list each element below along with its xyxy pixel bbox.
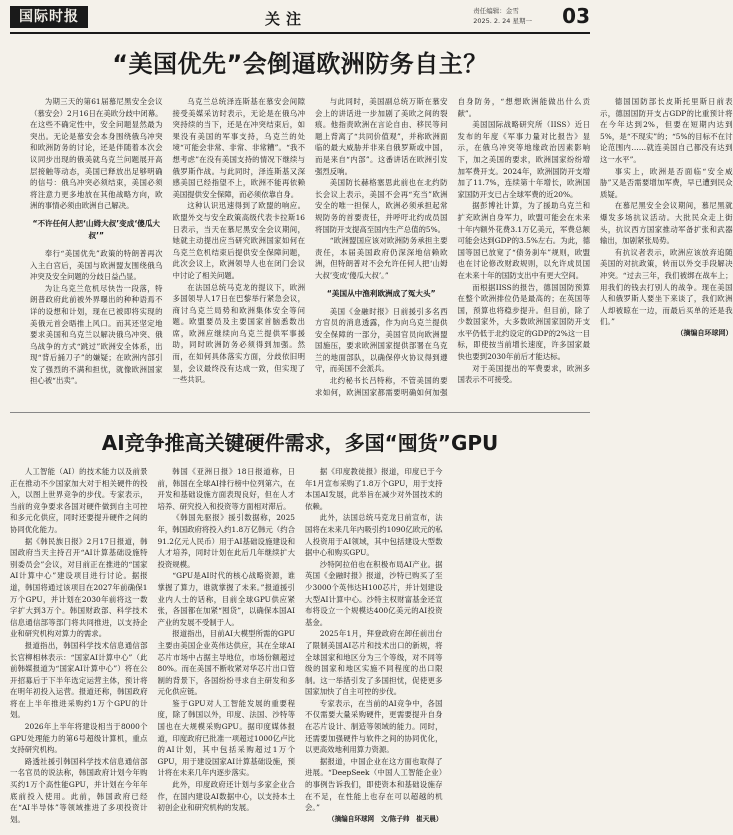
- article2-paragraph: 沙特阿拉伯也在积极布局AI产业。据英国《金融时报》报道，沙特已购买了至少3000个英伟达H100芯片，并计划建设大型AI计算中心。沙特主权财富基金还宣布将设立一个规模达400亿美元的AI投资基金。: [305, 559, 443, 627]
- article1-paragraph: 这种认识迅速得到了欧盟的响应。欧盟外交与安全政策高级代表卡拉斯16日表示，当天在慕尼黑安全会议期间，她就主动提出应当研究欧洲国家如何在乌克兰危机结束后提供安全保障问题，此次会议上，欧洲领导人也在闭门会议中讨论了相关问题。: [172, 201, 305, 280]
- header-rule: [10, 32, 590, 34]
- article2-paragraph: 2025年1月，拜登政府在卸任前出台了限制美国AI芯片和技术出口的新规，将全球国家和地区分为三个等级，对不同等级的国家和地区实施不同程度的出口限制。这一举措引发了多国担忧，促使更多国家加快了自主可控的步伐。: [305, 629, 443, 697]
- article1-paragraph: 据彭博社计算，为了援助乌克兰和扩充欧洲自身军力，欧盟可能会在未来十年内额外花费3.1万亿美元，军费总额可能会达到GDP的3.5%左右。为此，德国等国已放宽了“债务刹车”规则，欧盟也在讨论修改财政规则，以允许成员国在未来十年的国防支出中有更大空间。: [457, 201, 590, 280]
- article2-paragraph: 此外，印度政府还计划与多家企业合作，在国内建设AI数据中心，以支持本土初创企业和研究机构的发展。: [157, 780, 295, 813]
- article2-paragraph: 据《韩民族日报》2月17日报道，韩国政府当天主持召开“AI计算基础设施特别委员会”会议，对目前正在推进的“国家AI计算中心”建设项目进行讨论。据报道，韩国将通过该项目在2027年前确保1万个GPU，并计划在2030年前将这一数字扩大到3万个。韩国财政部、科学技术信息通信部等部门将共同推进，以支持企业和研究机构对算力的需求。: [10, 536, 148, 639]
- article2-paragraph: 专家表示，在当前的AI竞争中，各国不仅需要大量采购硬件，更需要提升自身在芯片设计、制造等领域的能力。同时，还需要加强硬件与软件之间的协同优化，以更高效地利用算力资源。: [305, 698, 443, 755]
- article1-paragraph: 对于美国提出的军费要求，欧洲多国表示不可接受。: [457, 363, 590, 385]
- article1-paragraph: 在法国总统马克龙的提议下，欧洲多国领导人17日在巴黎举行紧急会议，商讨乌克兰局势和欧洲集体安全等问题。欧盟要员及主要国家首脑悉数出席，欧洲应继续向乌克兰提供军事援助，同时欧洲防务必须得到加强。然而，在如何具体落实方面，分歧依旧明显，会议最终没有达成一致，但实现了一些共识。: [172, 282, 305, 385]
- article2-paragraph: 据《印度教徒报》报道，印度已于今年1月宣布采购了1.8万个GPU，用于支持本国AI发展，此举旨在减少对外国技术的依赖。: [305, 467, 443, 511]
- article1-body: [30, 96, 733, 400]
- article1-paragraph: 为期三天的第61届慕尼黑安全会议（慕安会）2月16日在美欧分歧中闭幕。在这些不确定性中，安全问题显然最为突出。无论是慕安会本身围绕俄乌冲突和欧洲防务的讨论，还是伴随着本次会议同步出现的俄美就乌克兰问题展开高层接触等动态，美国已释放出足够明确的信号：俄乌冲突必须结束，美国必须将注意力更多地放在其他战略方向，欧洲的事情必须由欧洲自己解决。: [30, 97, 163, 211]
- section-name: 关注: [265, 10, 308, 28]
- article2-paragraph: 报道指出，目前AI大模型所需的GPU主要由美国企业英伟达供应，其在全球AI芯片市场中占据主导地位，市场份额超过80%。而在美国不断收紧对华芯片出口管制的背景下，各国纷纷寻求自主研发和多元化供应链。: [157, 629, 295, 697]
- article1-paragraph: 为让乌克兰危机尽快告一段落，特朗普政府此前被外界曝出的种种语焉不详的设想和计划，现在已被即将实现的美俄元首会晤推上风口。而其还坚定地要求美国和乌克兰以解决俄乌冲突、俄乌战争的方式“跳过”欧洲安全体系，出现“背后捅刀子”的嫌疑；在欧洲内部引发了强烈的不满和担忧，就像欧洲国家担心被“出卖”。: [30, 283, 163, 386]
- article1-paragraph: 与此同时，美国副总统万斯在慕安会上的讲话进一步加剧了美欧之间的裂痕。他指责欧洲在言论自由、移民等问题上背离了“共同价值观”，并称欧洲面临的最大威胁并非来自俄罗斯或中国，而是来自“内部”。这番讲话在欧洲引发强烈反响。: [315, 97, 448, 176]
- article1-subhead-1: “不许任何人把‘山姆大叔’变成‘傻瓜大叔’”: [32, 218, 161, 240]
- editor-line: 责任编辑：金雪: [473, 7, 519, 15]
- article1-paragraph: 奉行“美国优先”政策的特朗普再次入主白宫后，美国与欧洲盟友围绕俄乌冲突及安全问题的分歧日益凸显。: [30, 248, 163, 282]
- article1-paragraph: 北约秘书长吕特称，不管美国的要求如何，欧洲国家都需要明确如何加强自身防务，“想想欧洲能做出什么贡献”。: [315, 97, 590, 397]
- newspaper-logo: 国际时报: [10, 6, 88, 28]
- article1-paragraph: 有抗议者表示，欧洲应该放弃追随美国的对抗政策，转而以外交手段解决冲突。“过去三年，我们被绑在战车上；用我们的钱去打别人的战争。现在美国人和俄罗斯人要坐下来谈了，我们欧洲人却被晾在一边，而最后买单的还是我们。”: [600, 247, 733, 327]
- page-number: 03: [562, 4, 590, 28]
- article2-paragraph: 据报道，中国企业在这方面也取得了进展。“DeepSeek（中国人工智能企业）的事例告诉我们，即使资本和基础设施存在不足，在性能上也存在可以超越的机会。”: [305, 756, 443, 813]
- article1-paragraph: 乌克兰总统泽连斯基在慕安会间隙接受美媒采访时表示，无论是在俄乌冲突持续的当下，还是在冲突结束后，如果没有美国的军事支持，乌克兰的处境“可能会非常、非常、非常糟”。“我不想考虑”在没有美国支持的情况下继续与俄罗斯作战。与此同时，泽连斯基又深感美国已经指望不上，欧洲不能再依赖美国提供安全保障，而必须依靠自身。: [172, 97, 305, 199]
- article2-paragraph: 此外，法国总统马克龙日前宣布，法国将在未来几年内吸引约1090亿欧元的私人投资用于AI领域，其中包括建设大型数据中心和购买GPU。: [305, 513, 443, 558]
- article1-paragraph: 事实上，欧洲是否面临“安全威胁”又是否需要增加军费，早已遭到民众质疑。: [600, 166, 733, 199]
- article2-credit: （摘编自环球网 文/陈子帅 崔天晨）: [327, 814, 443, 823]
- article2-paragraph: 报道指出，韩国科学技术信息通信部长官柳相林表示：“国家AI计算中心”（此前韩媒报道为“国家AI计算中心”）将在公开招募后于下半年选定运营主体，预计将在明年初投入运营。报道还称，韩国政府将在上半年推进采购约1万个GPU的计划。: [10, 640, 148, 720]
- article2-paragraph: 人工智能（AI）的技术能力以及前景正在推动不少国家加大对于相关硬件的投入，以图上世界竞争的步伐。专家表示，当前的竞争要求各国对硬件做到自主可控和多元化供应，同时还要提升硬件之间的协同优化能力。: [10, 467, 148, 534]
- article1-credit: （摘编自环球网）: [676, 328, 733, 337]
- article1-title: “美国优先”会倒逼欧洲防务自主？: [112, 50, 488, 78]
- article2-paragraph: 鉴于GPU对人工智能发展的重要程度，除了韩国以外，印度、法国、沙特等国也在大规模采购GPU。据印度媒体报道，印度政府已批准一项超过1000亿卢比的AI计划，其中包括采购超过1万个GPU，用于建设国家AI计算基础设施，预计将在未来几年内逐步落实。: [157, 698, 295, 778]
- article2-paragraph: 韩国《亚洲日报》18日报道称，日前，韩国在全球AI排行榜中位列第六，在开发和基础设施方面表现良好，但在人才培养、研究投入和投资等方面相对滞后。: [157, 467, 295, 511]
- header-meta: [473, 6, 532, 26]
- article2-paragraph: 2026年上半年将建设相当于8000个GPU处理能力的第6号超级计算机，重点支持研究机构。: [10, 722, 148, 755]
- article1-paragraph: 德国国防部长皮斯托里斯日前表示，德国国防开支占GDP的比重预计将在今年达到2%，但要在短期内达到5%，是“不现实”的；“5%的目标不在讨论范围内……就连美国自己都没有达到这一水平”。: [600, 97, 733, 164]
- article1-paragraph: “欧洲盟国应该对欧洲防务承担主要责任，本届美国政府仍深深地信赖欧洲，但特朗普对不会允许任何人把‘山姆大叔’变成‘傻瓜大叔’。”: [315, 236, 448, 280]
- article1-subhead-2: “美国从中渔利欧洲成了冤大头”: [326, 288, 436, 298]
- article1-paragraph: 美国国际战略研究所（IISS）近日发布的年度《军事力量对比报告》显示，在俄乌冲突等地缘政治因素影响下，加之美国的要求，欧洲国家纷纷增加军费开支。2024年，欧洲国防开支增加了11.7%，连续第十年增长，欧洲国家国防开支已占全球军费的近20%。: [457, 120, 590, 199]
- article2-body: [10, 466, 590, 830]
- article1-paragraph: 美国《金融时报》日前援引多名西方官员的消息透露，作为向乌克兰提供安全保障的一部分，美国官员向欧洲盟国施压，要求欧洲国家提供部署在乌克兰的地面部队，以确保停火协议得到遵守，而美国不会派兵。: [315, 306, 448, 374]
- article1-paragraph: 而根据IISS的报告，德国国防预算在整个欧洲排位仍是最高的；在英国等国，预算也将稳步提升。但目前，除了少数国家外，大多数欧洲国家国防开支水平仍低于北约设定的GDP的2%这一目标，即使按当前增长速度，许多国家最快也要到2030年前后才能达标。: [457, 282, 590, 362]
- article2-paragraph: 《韩国先驱报》援引数据称，2025年，韩国政府将投入约1.8万亿韩元（约合91.2亿元人民币）用于AI基础设施建设和人才培养，同时计划在此后几年继续扩大投资规模。: [157, 513, 295, 569]
- article2-title: AI竞争推高关键硬件需求，多国“囤货”GPU: [101, 431, 499, 455]
- article1-paragraph: 在慕尼黑安全会议期间，慕尼黑就爆发多场抗议活动。大批民众走上街头，抗议西方国家推动军备扩张和武器输出，加剧紧张局势。: [600, 201, 733, 246]
- article2-paragraph: “GPU是AI时代的核心战略资源，谁掌握了算力，谁就掌握了未来。”报道援引业内人士的话称，目前全球GPU供应紧张，各国都在加紧“囤货”，以确保本国AI产业的发展不受制于人。: [157, 571, 295, 627]
- masthead: [10, 6, 590, 30]
- date-line: 2025. 2. 24 星期一: [473, 17, 532, 25]
- article1-paragraph: 美国防长赫格塞思此前也在北约防长会议上表示，美国不会再“充当”欧洲安全的唯一担保人，欧洲必须承担起常规防务的首要责任，并呼吁北约成员国将国防开支提高至国内生产总值的5%。: [315, 178, 448, 234]
- section-divider: [10, 412, 590, 413]
- article2-paragraph: 路透社援引韩国科学技术信息通信部一名官员的说法称，韩国政府计划今年购买约1万个高性能GPU，并计划在今年年底前投入使用。此前，韩国政府已经在“AI半导体”等领域推进了多项投资计划。: [10, 756, 148, 824]
